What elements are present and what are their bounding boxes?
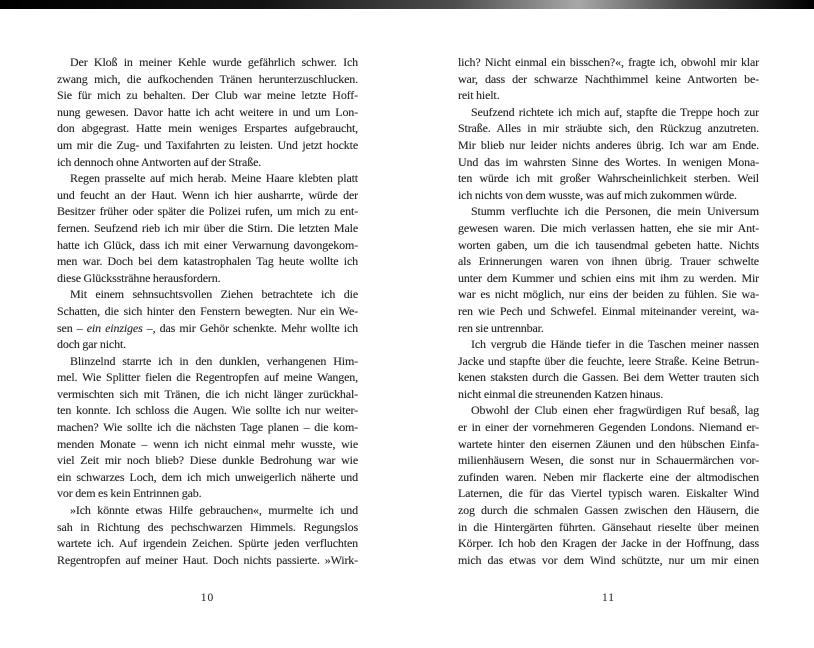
- text-line: ten konnte. Ich schloss die Augen. Wie sollte ich nur weiter-: [57, 403, 358, 418]
- text-line: er in einer der vornehmeren Gegenden Londons. Niemand er-: [458, 420, 759, 435]
- text-line: diese Glückssträhne herausfordern.: [57, 270, 221, 285]
- text-line: unter dem Kummer und schien eins mit ihm zu werden. Mir: [458, 270, 759, 285]
- text-line: mel. Wie Splitter fielen die Regentropfen auf meine Wangen,: [57, 370, 358, 385]
- text-line: Mit einem sehnsuchtsvollen Ziehen betrachtete ich die: [70, 287, 358, 302]
- text-line: nung gewesen. Davor hatte ich acht weitere in und um Lon-: [57, 104, 358, 119]
- text-line: Ich vergrub die Hände tiefer in die Taschen meiner nassen: [471, 337, 759, 352]
- text-line: zufinden waren. Neben mir flackerte eine der altmodischen: [458, 469, 759, 484]
- text-line: doch gar nicht.: [57, 337, 126, 352]
- text-line: viel Zeit mir noch blieb? Diese dunkle Bedrohung war wie: [57, 453, 358, 468]
- text-line: Besitzer früher oder später die Polizei rufen, um mich zu ent-: [57, 204, 358, 219]
- text-line: reit hielt.: [458, 88, 500, 103]
- text-line: Schatten, die sich hinter den Fenstern bewegten. Nur ein We-: [57, 303, 358, 318]
- text-line: sah in Richtung des pechschwarzen Himmels. Regungslos: [57, 519, 358, 534]
- text-line: Regentropfen auf meiner Haut. Doch nichts passierte. »Wirk-: [57, 552, 358, 567]
- text-line: Mir blieb nur leider nichts anderes übrig. Ich war am Ende.: [458, 137, 759, 152]
- text-line: als Erinnerungen waren von ihnen übrig. Trauer schwelte: [458, 254, 759, 269]
- text-line: Seufzend richtete ich mich auf, stapfte die Treppe hoch zur: [471, 104, 759, 119]
- text-line: sen – ein einziges –, das mir Gehör schenkte. Mehr wollte ich: [57, 320, 358, 335]
- text-line: Und das im wahrsten Sinne des Wortes. In wenigen Mona-: [458, 154, 759, 169]
- text-line: Straße. Alles in mir sträubte sich, den Rückzug anzutreten.: [458, 121, 759, 136]
- book-page-left-text: [57, 54, 358, 576]
- page-number-left: 10: [200, 592, 215, 604]
- text-line: nicht einmal die streunenden Katzen hinaus.: [458, 386, 664, 401]
- text-line: don abgegrast. Hatte mein weniges Erspartes aufgebraucht,: [57, 121, 358, 136]
- text-line: kenen staksten durch die Gassen. Bei dem Wetter trauten sich: [458, 370, 759, 385]
- text-line: ten würde ich mit großer Wahrscheinlichkeit sterben. Weil: [458, 171, 759, 186]
- text-line: Jacke und stapfte über die feuchte, leere Straße. Keine Betrun-: [458, 353, 759, 368]
- text-line: Obwohl der Club einen eher fragwürdigen Ruf besaß, lag: [471, 403, 759, 418]
- text-line: ich nichts von dem wusste, was auf mich zukommen würde.: [458, 187, 737, 202]
- text-line: lich? Nicht einmal ein bisschen?«, fragte ich, obwohl mir klar: [458, 55, 759, 69]
- text-line: fernen. Seufzend rieb ich mir über die Stirn. Die letzten Male: [57, 220, 358, 235]
- text-line: wartete hinter den eisernen Zäunen und den hübschen Einfa-: [458, 436, 759, 451]
- text-line: zog durch die schmalen Gassen zwischen den Häusern, die: [458, 503, 759, 518]
- text-line: men war. Doch bei dem katastrophalen Tag heute wollte ich: [57, 254, 358, 269]
- text-line: wartete ich. Auf irgendein Zeichen. Spürte jeden verfluchten: [57, 536, 358, 551]
- text-line: ren wie Pech und Schwefel. Einmal miteinander vereint, wa-: [458, 303, 759, 318]
- text-line: ich dennoch ohne Antworten auf der Straße.: [57, 154, 262, 169]
- text-line: in die Hintergärten führten. Gänsehaut rieselte über meinen: [458, 519, 759, 534]
- text-line: »Ich könnte etwas Hilfe gebrauchen«, murmelte ich und: [70, 503, 358, 518]
- text-line: mich das etwas vor dem Wind schützte, nur um mir einen: [458, 552, 759, 567]
- text-line: vermischten sich mit Tränen, die ich nicht länger zurückhal-: [57, 386, 358, 401]
- book-page-right-text: [458, 54, 759, 576]
- text-line: vor dem es kein Entrinnen gab.: [57, 486, 202, 501]
- text-line: Laternen, die für das Viertel typisch waren. Eiskalter Wind: [458, 486, 759, 501]
- text-line: ein schwarzes Loch, dem ich mich unweigerlich näherte und: [57, 469, 358, 484]
- text-line: ren sie untrennbar.: [458, 320, 544, 335]
- top-toolbar-edge-band: [0, 0, 814, 9]
- text-line: Regen prasselte auf mich herab. Meine Haare klebten platt: [70, 171, 358, 186]
- text-line: Blinzelnd starrte ich in den dunklen, verhangenen Him-: [70, 353, 358, 368]
- page-number-right: 11: [601, 592, 616, 604]
- text-line: war, dass der schwarze Nachthimmel keine Antworten be-: [458, 71, 759, 86]
- text-line: war es nicht möglich, nur eins der beiden zu fühlen. Sie wa-: [458, 287, 759, 302]
- text-line: Stumm verfluchte ich die Personen, die mein Universum: [471, 204, 759, 219]
- text-line: um mir die Zug- und Taxifahrten zu leisten. Und jetzt hockte: [57, 137, 358, 152]
- text-line: gewesen waren. Die mich verlassen hatten, ehe sie mir Ant-: [458, 220, 759, 235]
- text-line: menden Monate – wenn ich nicht einmal mehr wusste, wie: [57, 436, 358, 451]
- text-line: Sie für mich zu behalten. Der Club war meine letzte Hoff-: [57, 88, 358, 103]
- text-line: zwang mich, die aufkochenden Tränen herunterzuschlucken.: [57, 71, 358, 86]
- text-line: worten gaben, um die ich tausendmal gebeten hatte. Nichts: [458, 237, 759, 252]
- text-line: machen? Wie sollte ich die nächsten Tage planen – die kom-: [57, 420, 358, 435]
- text-line: Der Kloß in meiner Kehle wurde gefährlich schwer. Ich: [70, 55, 358, 69]
- text-line: und feucht an der Haut. Wenn ich hier ausharrte, würde der: [57, 187, 358, 202]
- text-line: milienhäusern Wesen, die sonst nur in Schauermärchen vor-: [458, 453, 759, 468]
- text-line: Körper. Ich hob den Kragen der Jacke in der Hoffnung, dass: [458, 536, 759, 551]
- text-line: hatte ich Glück, dass ich mit einer Verwarnung davongekom-: [57, 237, 358, 252]
